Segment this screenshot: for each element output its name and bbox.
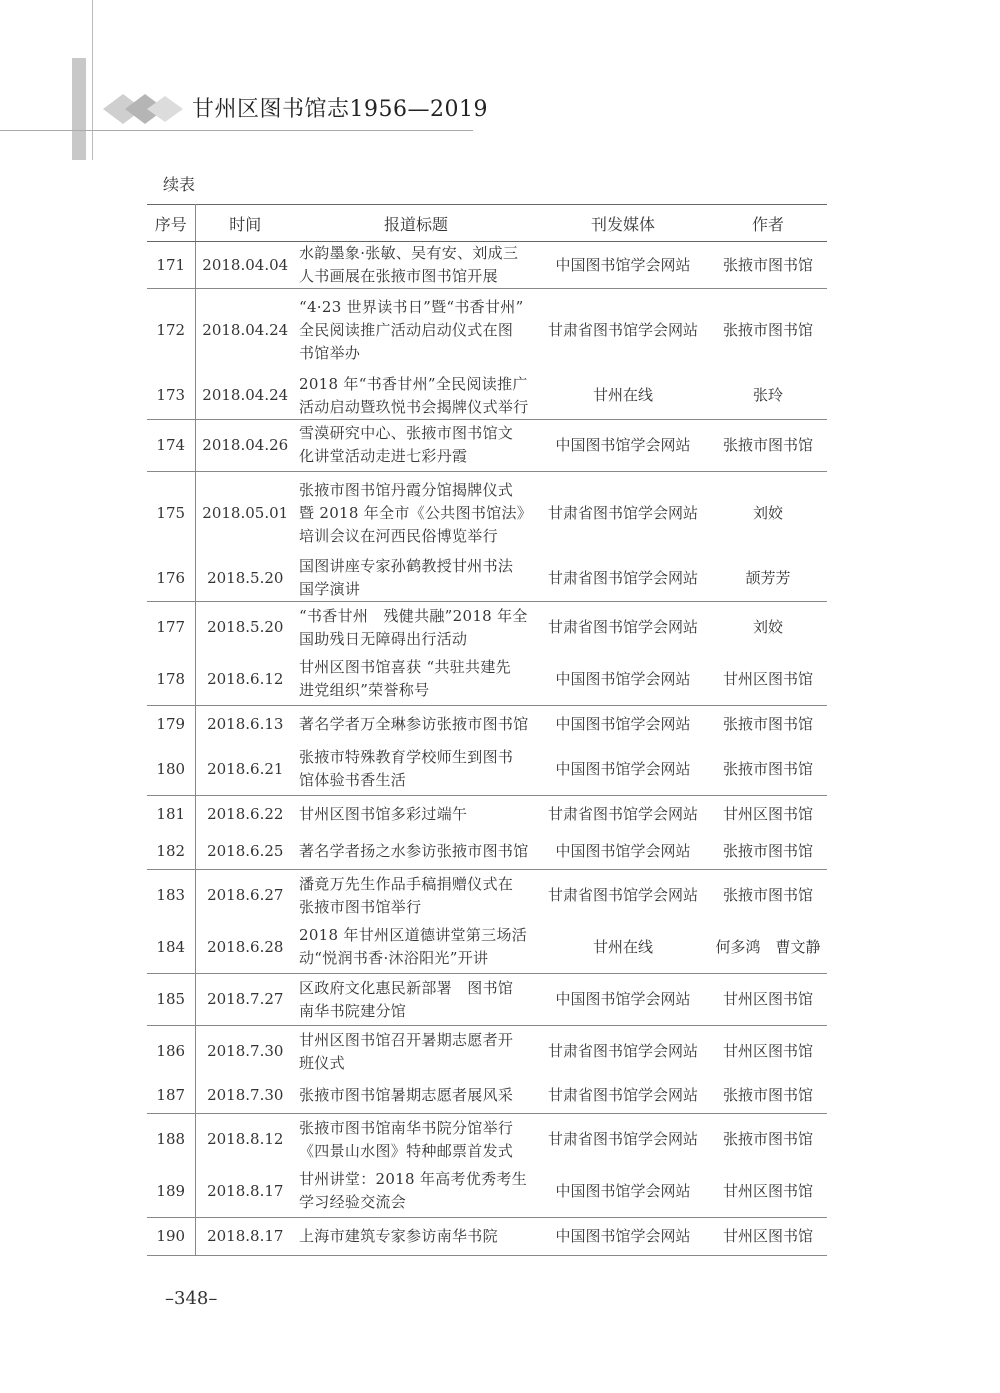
margin-rule xyxy=(92,0,93,160)
cell-date: 2018.6.27 xyxy=(207,886,284,905)
col-header-media: 刊发媒体 xyxy=(537,205,709,242)
title-line: 书馆举办 xyxy=(299,344,361,363)
cell-author: 甘州区图书馆 xyxy=(709,1218,827,1256)
cell-author: 张掖市图书馆 xyxy=(722,1130,813,1149)
cell-date: 2018.5.20 xyxy=(207,618,284,637)
title-line: 雪漠研究中心、张掖市图书馆文 xyxy=(299,424,514,442)
col-header-date: 时间 xyxy=(195,205,295,242)
title-line: 国图讲座专家孙鹤教授甘州书法 xyxy=(299,557,514,575)
table-header-row xyxy=(147,205,827,242)
title-line: 著名学者扬之水参访张掖市图书馆 xyxy=(299,841,529,860)
title-line: 暨 2018 年全市《公共图书馆法》 xyxy=(299,503,533,522)
cell-title xyxy=(295,744,537,796)
cell-author: 张掖市图书馆 xyxy=(709,744,827,796)
cell-date: 2018.6.21 xyxy=(195,744,295,796)
cell-title xyxy=(295,555,537,602)
cell-no: 173 xyxy=(147,373,195,420)
cell-date: 2018.7.30 xyxy=(195,1078,295,1114)
title-line: 化讲堂活动走进七彩丹霞 xyxy=(299,447,468,465)
title-line: 甘州区图书馆喜获 “共驻共建先 xyxy=(299,658,511,677)
table-row xyxy=(147,870,827,922)
cell-title xyxy=(295,796,537,834)
cell-no: 179 xyxy=(147,706,195,744)
cell-media: 甘肃省图书馆学会网站 xyxy=(547,1042,698,1061)
cell-no: 189 xyxy=(147,1166,195,1218)
cell-media: 中国图书馆学会网站 xyxy=(537,1218,709,1256)
cell-title xyxy=(295,834,537,870)
cell-title xyxy=(295,1114,537,1166)
cell-no: 188 xyxy=(147,1114,195,1166)
cell-date: 2018.8.12 xyxy=(207,1130,284,1149)
diamond-ornament-icon xyxy=(103,94,183,124)
cell-author: 张掖市图书馆 xyxy=(709,419,827,471)
table-row xyxy=(147,974,827,1026)
cell-author: 甘州区图书馆 xyxy=(709,654,827,706)
cell-date: 2018.04.24 xyxy=(195,373,295,420)
cell-date: 2018.8.17 xyxy=(195,1166,295,1218)
cell-author: 刘姣 xyxy=(752,503,783,522)
table-row xyxy=(147,922,827,974)
cell-date: 2018.05.01 xyxy=(202,503,289,522)
col-header-title: 报道标题 xyxy=(295,205,537,242)
cell-no: 177 xyxy=(147,602,195,654)
table-row xyxy=(147,744,827,796)
title-line: 全民阅读推广活动启动仪式在图 xyxy=(299,321,514,340)
table-row xyxy=(147,419,827,471)
title-line: “书香甘州 残健共融”2018 年全 xyxy=(299,606,528,625)
title-line: 国助残日无障碍出行活动 xyxy=(299,629,468,648)
title-line: 张掖市特殊教育学校师生到图书 xyxy=(299,748,514,767)
cell-date: 2018.8.17 xyxy=(195,1218,295,1256)
table-row xyxy=(147,654,827,706)
title-line: 人书画展在张掖市图书馆开展 xyxy=(299,267,498,285)
report-table xyxy=(147,204,827,1256)
cell-media: 甘州在线 xyxy=(537,922,709,974)
cell-media: 甘肃省图书馆学会网站 xyxy=(547,503,698,522)
cell-no: 184 xyxy=(147,922,195,974)
cell-date: 2018.7.27 xyxy=(195,974,295,1026)
cell-media: 中国图书馆学会网站 xyxy=(537,1166,709,1218)
cell-media: 中国图书馆学会网站 xyxy=(537,419,709,471)
cell-author: 张掖市图书馆 xyxy=(709,242,827,289)
table-row xyxy=(147,555,827,602)
cell-date: 2018.04.24 xyxy=(202,321,289,340)
title-line: 动“悦润书香·沐浴阳光”开讲 xyxy=(299,949,489,968)
cell-author: 甘州区图书馆 xyxy=(722,1042,813,1061)
title-line: 著名学者万全琳参访张掖市图书馆 xyxy=(299,715,529,734)
table-row xyxy=(147,834,827,870)
title-line: 班仪式 xyxy=(299,1053,345,1072)
cell-no: 182 xyxy=(147,834,195,870)
cell-media: 中国图书馆学会网站 xyxy=(537,242,709,289)
title-line: 《四景山水图》特种邮票首发式 xyxy=(299,1141,514,1160)
cell-no: 185 xyxy=(147,974,195,1026)
cell-author: 张掖市图书馆 xyxy=(709,834,827,870)
cell-author: 张掖市图书馆 xyxy=(722,715,813,734)
cell-title xyxy=(295,242,537,289)
cell-title xyxy=(295,870,537,922)
cell-date: 2018.04.26 xyxy=(195,419,295,471)
cell-no: 186 xyxy=(147,1026,195,1078)
page-number: –348– xyxy=(165,1288,218,1309)
cell-author: 甘州区图书馆 xyxy=(722,805,813,824)
cell-no: 178 xyxy=(147,654,195,706)
cell-title xyxy=(295,974,537,1026)
cell-no: 171 xyxy=(147,242,195,289)
title-line: 2018 年甘州区道德讲堂第三场活 xyxy=(299,926,528,945)
cell-date: 2018.5.20 xyxy=(195,555,295,602)
col-header-author: 作者 xyxy=(709,205,827,242)
table-row xyxy=(147,796,827,834)
title-line: 甘州讲堂：2018 年高考优秀考生 xyxy=(299,1170,528,1189)
title-line: 张掖市图书馆举行 xyxy=(299,897,422,916)
continued-table-label: 续表 xyxy=(163,175,196,194)
title-line: 潘竟万先生作品手稿捐赠仪式在 xyxy=(299,874,514,893)
cell-date: 2018.6.25 xyxy=(195,834,295,870)
title-line: 水韵墨象·张敏、吴有安、刘成三 xyxy=(299,244,519,262)
cell-no: 176 xyxy=(147,555,195,602)
title-line: 馆体验书香生活 xyxy=(299,771,407,790)
col-header-no: 序号 xyxy=(147,205,195,242)
cell-media: 甘肃省图书馆学会网站 xyxy=(547,886,698,905)
cell-media: 甘肃省图书馆学会网站 xyxy=(537,1078,709,1114)
cell-title xyxy=(295,1078,537,1114)
cell-author: 张掖市图书馆 xyxy=(709,1078,827,1114)
cell-author: 颉芳芳 xyxy=(709,555,827,602)
cell-media: 甘肃省图书馆学会网站 xyxy=(547,1130,698,1149)
table-row xyxy=(147,1078,827,1114)
header-rule xyxy=(0,130,473,131)
table-row xyxy=(147,1166,827,1218)
cell-title xyxy=(295,1218,537,1256)
table-row xyxy=(147,289,827,373)
table-row xyxy=(147,1114,827,1166)
title-line: 张掖市图书馆南华书院分馆举行 xyxy=(299,1118,514,1137)
title-line: 区政府文化惠民新部署 图书馆 xyxy=(299,978,514,997)
cell-no: 181 xyxy=(147,796,195,834)
cell-title xyxy=(295,1026,537,1078)
title-line: 进党组织”荣誉称号 xyxy=(299,681,430,700)
cell-media: 中国图书馆学会网站 xyxy=(537,834,709,870)
cell-no: 187 xyxy=(147,1078,195,1114)
cell-no: 190 xyxy=(147,1218,195,1256)
title-line: 张掖市图书馆丹霞分馆揭牌仪式 xyxy=(299,480,514,499)
header-gray-bar xyxy=(72,58,86,160)
table-row xyxy=(147,602,827,654)
cell-title xyxy=(295,654,537,706)
cell-no: 183 xyxy=(147,870,195,922)
cell-author: 刘姣 xyxy=(752,618,783,637)
table-row xyxy=(147,1218,827,1256)
cell-date: 2018.6.22 xyxy=(207,805,284,824)
cell-media: 甘州在线 xyxy=(537,373,709,420)
cell-media: 中国图书馆学会网站 xyxy=(537,974,709,1026)
title-line: 2018 年“书香甘州”全民阅读推广 xyxy=(299,374,528,393)
title-line: 培训会议在河西民俗博览举行 xyxy=(299,526,498,545)
cell-media: 甘肃省图书馆学会网站 xyxy=(537,555,709,602)
title-line: 甘州区图书馆多彩过端午 xyxy=(299,805,468,824)
title-line: 学习经验交流会 xyxy=(299,1193,407,1212)
cell-title xyxy=(295,471,537,555)
table-row xyxy=(147,471,827,555)
cell-no: 172 xyxy=(147,289,195,373)
cell-title xyxy=(295,602,537,654)
cell-media: 中国图书馆学会网站 xyxy=(537,654,709,706)
table-row xyxy=(147,373,827,420)
cell-author: 张掖市图书馆 xyxy=(722,886,813,905)
cell-author: 甘州区图书馆 xyxy=(709,974,827,1026)
cell-date: 2018.6.28 xyxy=(195,922,295,974)
table-row xyxy=(147,706,827,744)
cell-author: 张掖市图书馆 xyxy=(722,321,813,340)
cell-date: 2018.6.12 xyxy=(195,654,295,706)
cell-title xyxy=(295,1166,537,1218)
table-row xyxy=(147,1026,827,1078)
cell-date: 2018.6.13 xyxy=(207,715,284,734)
cell-date: 2018.7.30 xyxy=(207,1042,284,1061)
cell-no: 175 xyxy=(147,471,195,555)
book-header-title: 甘州区图书馆志1956—2019 xyxy=(192,97,488,122)
cell-title xyxy=(295,373,537,420)
cell-media: 甘肃省图书馆学会网站 xyxy=(547,321,698,340)
title-line: “4·23 世界读书日”暨“书香甘州” xyxy=(299,298,524,317)
cell-author: 张玲 xyxy=(709,373,827,420)
cell-title xyxy=(295,289,537,373)
title-line: 上海市建筑专家参访南华书院 xyxy=(299,1227,498,1245)
cell-media: 甘肃省图书馆学会网站 xyxy=(547,618,698,637)
title-line: 活动启动暨玖悦书会揭牌仪式举行 xyxy=(299,397,529,416)
title-line: 张掖市图书馆暑期志愿者展风采 xyxy=(299,1085,514,1104)
cell-no: 180 xyxy=(147,744,195,796)
table-row xyxy=(147,242,827,289)
cell-title xyxy=(295,922,537,974)
cell-date: 2018.04.04 xyxy=(195,242,295,289)
cell-title xyxy=(295,419,537,471)
title-line: 南华书院建分馆 xyxy=(299,1001,407,1020)
cell-media: 中国图书馆学会网站 xyxy=(537,744,709,796)
cell-title xyxy=(295,706,537,744)
title-line: 国学演讲 xyxy=(299,580,361,598)
cell-media: 甘肃省图书馆学会网站 xyxy=(547,805,698,824)
title-line: 甘州区图书馆召开暑期志愿者开 xyxy=(299,1030,514,1049)
cell-author: 甘州区图书馆 xyxy=(709,1166,827,1218)
cell-no: 174 xyxy=(147,419,195,471)
cell-media: 中国图书馆学会网站 xyxy=(555,715,691,734)
cell-author: 何多鸿 曹文静 xyxy=(709,922,827,974)
